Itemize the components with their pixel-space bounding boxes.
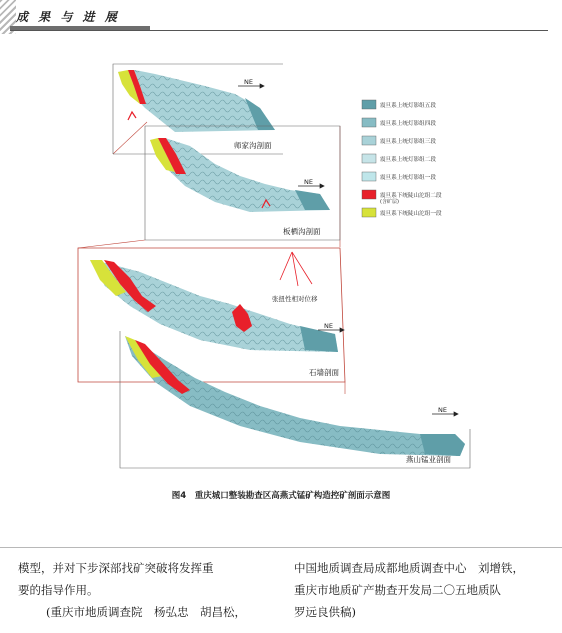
direction-label-2: NE — [304, 178, 313, 186]
right-line-2: 重庆市地质矿产勘查开发局二〇五地质队 — [294, 583, 501, 597]
legend-label-3: 震旦系上统灯影组三段 — [380, 139, 436, 145]
direction-label-4: NE — [438, 406, 447, 414]
legend-label-5: 震旦系上统灯影组一段 — [380, 175, 436, 181]
legend-sublabel-6: (含矿层) — [380, 199, 399, 205]
profile-yanshan-mengye — [120, 331, 470, 468]
profile-label-shiqiang: 石墙剖面 — [309, 368, 339, 377]
direction-label-3: NE — [324, 322, 333, 330]
body-text-right — [294, 557, 549, 623]
left-line-2: 要的指导作用。 — [18, 583, 99, 597]
legend-swatch-1 — [362, 100, 376, 109]
page-header — [0, 0, 562, 34]
legend-swatch-3 — [362, 136, 376, 145]
legend-swatch-4 — [362, 154, 376, 163]
legend-label-6: 震旦系下统陡山沱组二段 — [380, 193, 442, 199]
figure-caption: 图4 重庆城口整装勘查区高燕式锰矿构造控矿剖面示意图 — [171, 491, 391, 501]
header-rule — [10, 30, 548, 31]
profile-label-banqigou: 板栖沟剖面 — [283, 227, 321, 236]
profile-shiqiang — [78, 248, 345, 382]
legend-swatch-6 — [362, 190, 376, 199]
direction-label-1: NE — [244, 78, 253, 86]
right-line-1: 中国地质调查局成都地质调查中心 刘增铁， — [294, 561, 524, 575]
legend-swatch-2 — [362, 118, 376, 127]
caption-divider — [0, 547, 562, 548]
profile-label-yanshan: 燕山锰业剖面 — [406, 455, 451, 464]
legend-label-7: 震旦系下统陡山沱组一段 — [380, 211, 442, 217]
legend-label-2: 震旦系上统灯影组四段 — [380, 121, 436, 127]
section-title: 成 果 与 进 展 — [16, 10, 120, 24]
body-text-left — [18, 557, 276, 623]
legend — [362, 100, 442, 217]
left-line-3: (重庆市地质调查院 杨弘忠 胡昌松， — [46, 605, 246, 619]
left-line-1: 模型，并对下步深部找矿突破将发挥重 — [18, 561, 214, 575]
displacement-annotation: 张扭性相对位移 — [272, 295, 318, 303]
north-east-arrows — [238, 84, 458, 416]
legend-label-1: 震旦系上统灯影组五段 — [380, 103, 436, 109]
legend-swatch-7 — [362, 208, 376, 217]
profile-label-shijiagou: 师家沟剖面 — [234, 141, 272, 150]
direction-labels — [244, 78, 447, 414]
cross-section-figure — [0, 34, 562, 484]
legend-label-4: 震旦系上统灯影组二段 — [380, 157, 436, 163]
right-line-3: 罗远良供稿) — [294, 605, 356, 619]
legend-swatch-5 — [362, 172, 376, 181]
